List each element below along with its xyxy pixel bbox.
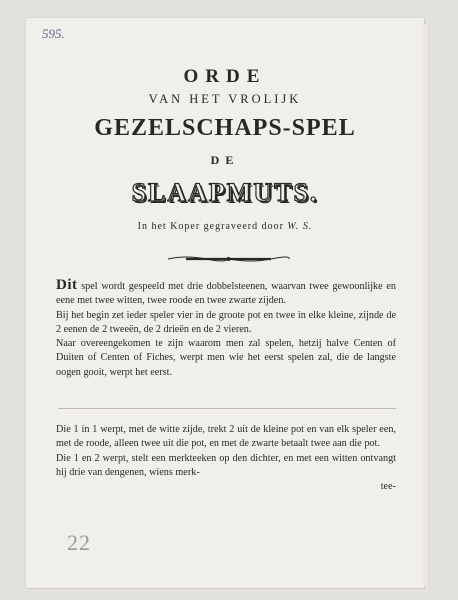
- title-line-van-het-vrolijk: VAN HET VROLIJK: [148, 92, 302, 106]
- engraver-prefix: In het Koper gegraveerd door: [137, 221, 284, 232]
- document-page: [26, 18, 424, 588]
- handwritten-number-bottom: 22: [67, 530, 91, 555]
- rules-paragraph-2: [56, 423, 396, 494]
- title-line-gezelschaps-spel: GEZELSCHAPS-SPEL: [94, 115, 356, 141]
- handwritten-number-top: 595.: [42, 26, 65, 41]
- rules-line-4: Die 1 in 1 werpt, met de witte zijde, trekt 2 uit de kleine pot en van elk speler een, met de roode, alleen twee uit die pot, en met de zwarte betaalt twee aan die pot.: [56, 424, 396, 450]
- title-line-slaapmuts: SLAAPMUTS.: [131, 178, 319, 207]
- rules-line-3: Naar overeengekomen te zijn waarom men zal spelen, hetzij halve Centen of Duiten of Centen of Fiches, werpt men wie het eerst spelen zal, die de langste oogen gooit, werpt het eerst.: [56, 338, 396, 378]
- engraver-name: W. S.: [287, 221, 313, 232]
- engraver-credit: [26, 221, 424, 232]
- dropcap-word: Dit: [56, 277, 78, 293]
- rules-line-1: Dit spel wordt gespeeld met drie dobbelsteenen, waarvan twee gewoonlijke en eene met twee witten, twee roode en twee zwarte zijden.: [56, 277, 396, 307]
- rules-paragraph-1: [56, 278, 396, 380]
- title-line-orde: ORDE: [183, 66, 267, 87]
- rules-line-5: Die 1 en 2 werpt, stelt een merkteeken op den dichter, en met een witten ontvangt hij drie van dengenen, wiens merk-: [56, 452, 396, 478]
- rules-line-6: tee-: [380, 481, 396, 493]
- ornament-divider-icon: [166, 254, 291, 264]
- rules-line-2: Bij het begin zet ieder speler vier in de groote pot en twee in elke kleine, zijnde de 2 eenen de 2 tweeën, de 2 drieën en de 2 vieren.: [56, 309, 396, 335]
- title-line-de: DE: [210, 153, 240, 167]
- section-divider: [58, 408, 396, 409]
